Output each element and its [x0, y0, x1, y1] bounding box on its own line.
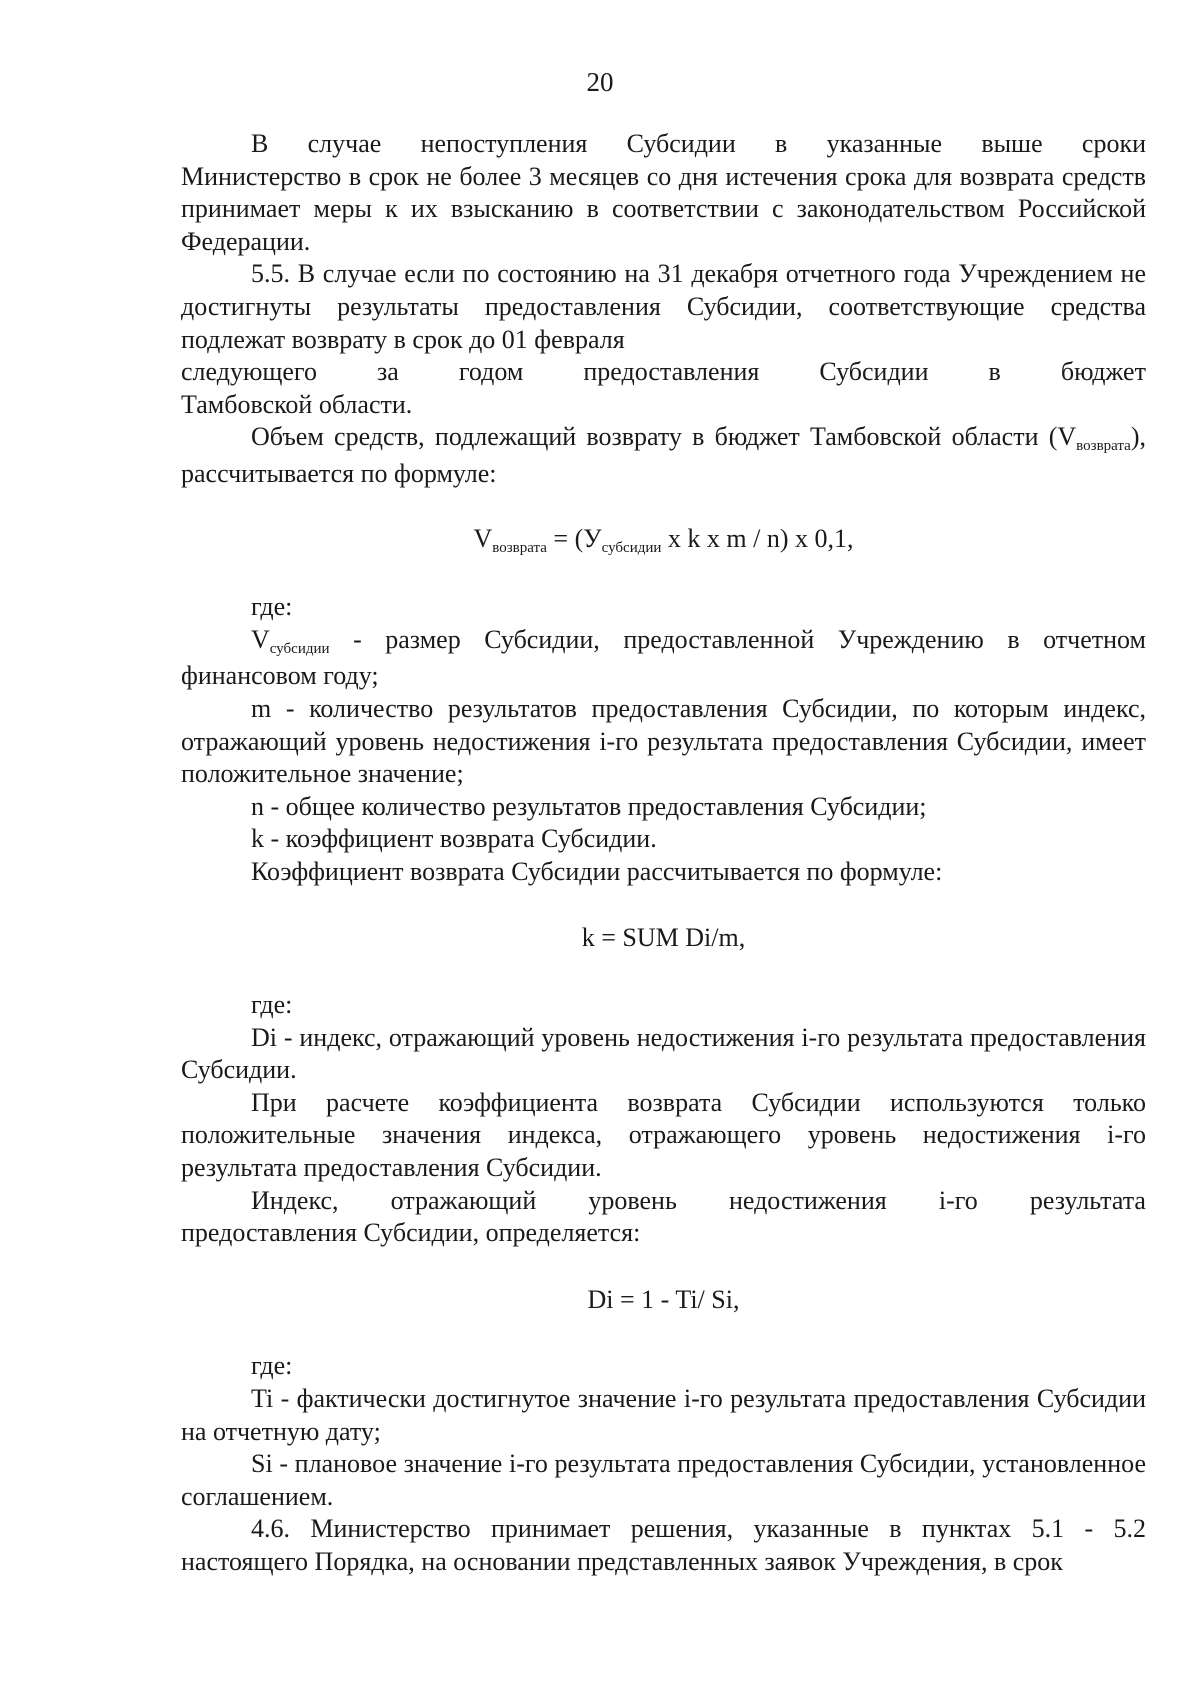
subscript: возврата	[492, 539, 547, 556]
definition-di: Di - индекс, отражающий уровень недостижения i-го результата предоставления Субсидии.	[181, 1022, 1146, 1085]
page-number: 20	[586, 67, 614, 97]
index-line	[181, 1185, 1146, 1218]
subscript: субсидии	[601, 539, 662, 556]
definition-m: m - количество результатов предоставления Субсидии, по которым индекс, отражающий уровень недостижения i-го результата предоставления Субсидии, имеет положительное значение;	[181, 693, 1146, 789]
paragraph-5-5: 5.5. В случае если по состоянию на 31 декабря отчетного года Учреждением не достигнуты результаты предоставления Субсидии, соответствующие средства подлежат возврату в срок до 01 февраля	[181, 259, 1146, 354]
paragraph-5-5-end: Тамбовской области.	[181, 389, 413, 419]
where-label: где:	[251, 1351, 293, 1381]
word: уровень	[588, 1185, 677, 1215]
word: недостижения	[728, 1185, 887, 1215]
definition-ti: Ti - фактически достигнутое значение i-го результата предоставления Субсидии на отчетную дату;	[181, 1384, 1146, 1446]
text: V	[251, 624, 270, 654]
text: - размер Субсидии, предоставленной Учреждению в отчетном финансовом году;	[181, 624, 1146, 691]
document-body	[181, 128, 1146, 1579]
paragraph-1-first-line	[181, 128, 1146, 161]
paragraph-4-6: 4.6. Министерство принимает решения, указанные в пунктах 5.1 - 5.2 настоящего Порядка, на основании представленных заявок Учреждения, в срок	[181, 1514, 1146, 1576]
definition-k: k - коэффициент возврата Субсидии.	[251, 824, 657, 854]
definition-si: Si - плановое значение i-го результата предоставления Субсидии, установленное соглашением.	[181, 1449, 1146, 1511]
word: указанные	[826, 129, 943, 158]
word: сроки	[1081, 129, 1146, 158]
word: следующего	[181, 357, 317, 387]
paragraph-1-rest: Министерство в срок не более 3 месяцев со дня истечения срока для возврата средств принимает меры к их взысканию в соответствии с законодательством Российской Федерации.	[181, 161, 1146, 256]
word: бюджет	[1060, 357, 1146, 387]
where-label: где:	[251, 990, 293, 1020]
text: V	[473, 523, 493, 553]
word: результата	[1029, 1185, 1146, 1215]
definition-v-subsidy	[181, 624, 1146, 693]
word: годом	[458, 357, 524, 387]
paragraph-calculation: При расчете коэффициента возврата Субсидии используются только положительные значения индекса, отражающего уровень недостижения i-го результата предоставления Субсидии.	[181, 1087, 1146, 1183]
text: x k x m / n) x 0,1,	[661, 523, 854, 553]
coefficient-intro: Коэффициент возврата Субсидии рассчитывается по формуле:	[251, 856, 943, 886]
formula-return-volume	[181, 523, 1146, 560]
text: ), рассчитывается по формуле:	[181, 422, 1146, 488]
paragraph-5-5-line	[181, 356, 1146, 389]
word: В	[251, 129, 269, 158]
paragraph-return-volume	[181, 421, 1146, 490]
text: Объем средств, подлежащий возврату в бюджет Тамбовской области (V	[251, 422, 1077, 452]
word: непоступления	[420, 129, 588, 158]
definition-n: n - общее количество результатов предоставления Субсидии;	[251, 791, 927, 821]
where-label: где:	[251, 592, 293, 622]
word: Субсидии	[819, 357, 929, 387]
word: в	[988, 357, 1001, 387]
word: Субсидии	[626, 129, 736, 158]
word: отражающий	[390, 1185, 537, 1215]
formula-index: Di = 1 - Ti/ Si,	[587, 1284, 740, 1314]
formula-coefficient: k = SUM Di/m,	[581, 923, 746, 953]
subscript: субсидии	[269, 640, 330, 657]
word: i-го	[938, 1185, 978, 1215]
word: предоставления	[583, 357, 760, 387]
word: Индекс,	[251, 1185, 339, 1215]
word: в	[775, 129, 788, 158]
subscript: возврата	[1076, 438, 1131, 455]
index-line-end: предоставления Субсидии, определяется:	[181, 1218, 641, 1248]
word: выше	[981, 129, 1043, 158]
text: = (У	[546, 523, 602, 553]
word: случае	[307, 129, 382, 158]
word: за	[377, 357, 399, 387]
